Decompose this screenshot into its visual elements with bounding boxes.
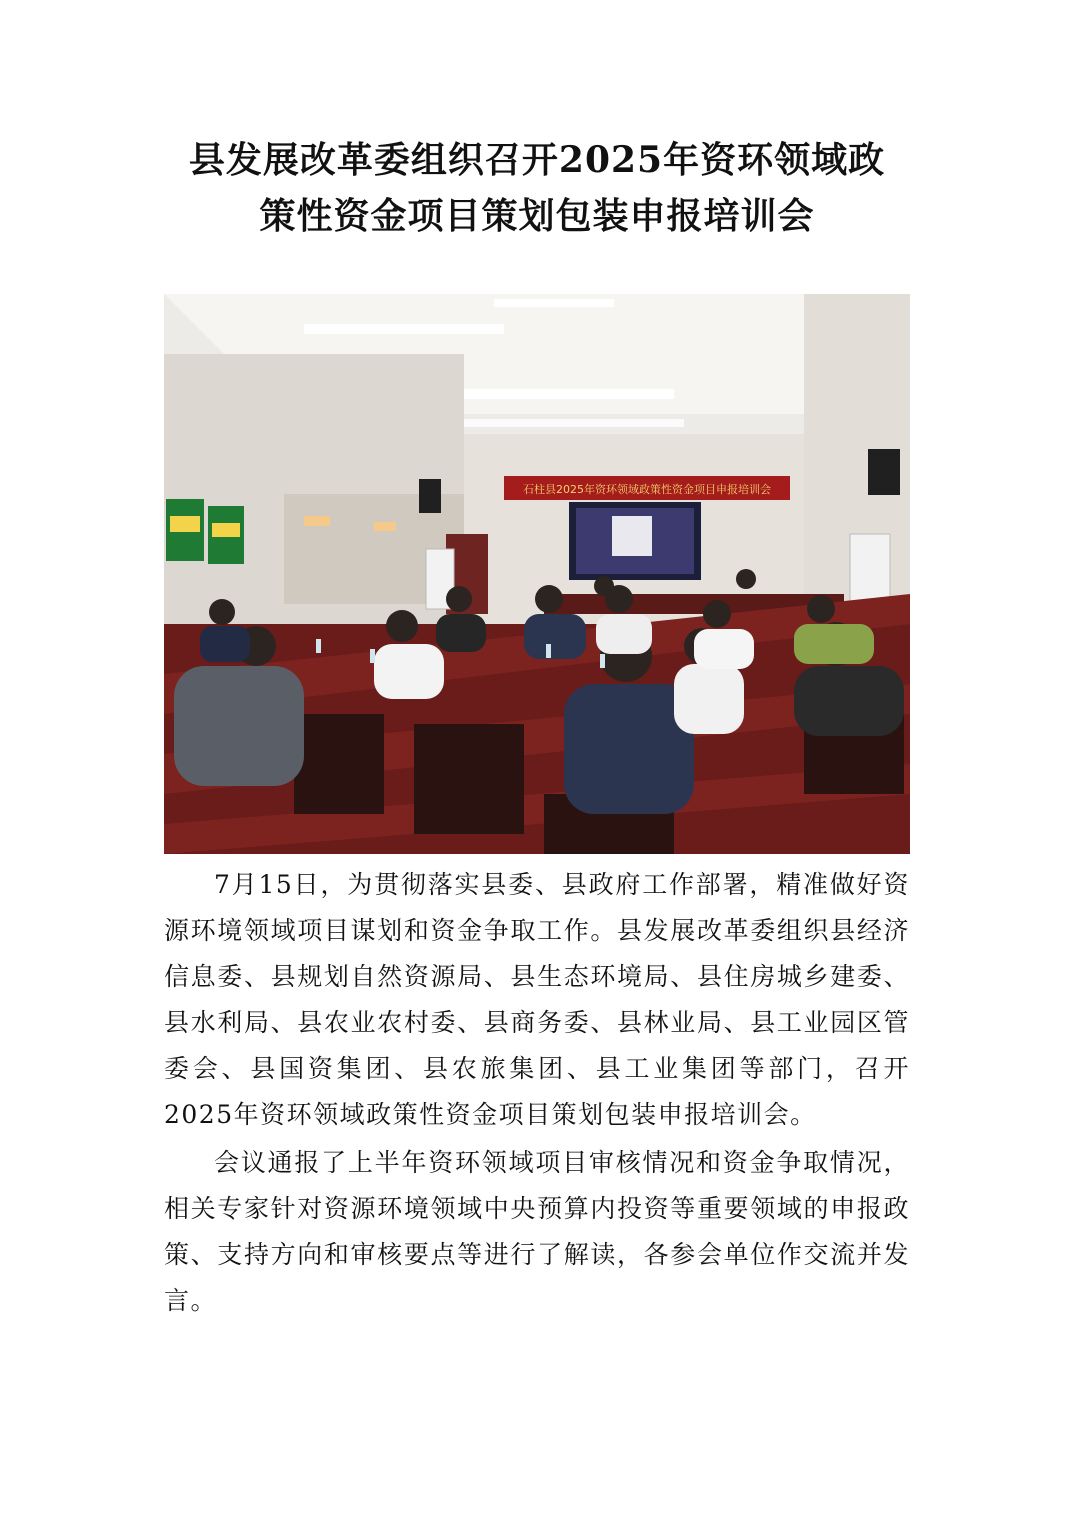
- article-title: [0, 132, 1074, 244]
- banner-text: 石柱县2025年资环领域政策性资金项目申报培训会: [523, 483, 771, 496]
- title-line-1: 县发展改革委组织召开2025年资环领域政: [188, 139, 886, 181]
- article-body: [164, 862, 910, 1324]
- paragraph-2: 会议通报了上半年资环领域项目审核情况和资金争取情况，相关专家针对资源环境领域中央预算内投资等重要领域的申报政策、支持方向和审核要点等进行了解读，各参会单位作交流并发言。: [164, 1148, 910, 1315]
- meeting-photo: [164, 294, 910, 854]
- title-line-2: 策性资金项目策划包装申报培训会: [259, 195, 815, 237]
- meeting-room-illustration: [164, 294, 910, 854]
- paragraph-1: 7月15日，为贯彻落实县委、县政府工作部署，精准做好资源环境领域项目谋划和资金争取工作。县发展改革委组织县经济信息委、县规划自然资源局、县生态环境局、县住房城乡建委、县水利局、县农业农村委、县商务委、县林业局、县工业园区管委会、县国资集团、县农旅集团、县工业集团等部门，召开2025年资环领域政策性资金项目策划包装申报培训会。: [164, 870, 910, 1129]
